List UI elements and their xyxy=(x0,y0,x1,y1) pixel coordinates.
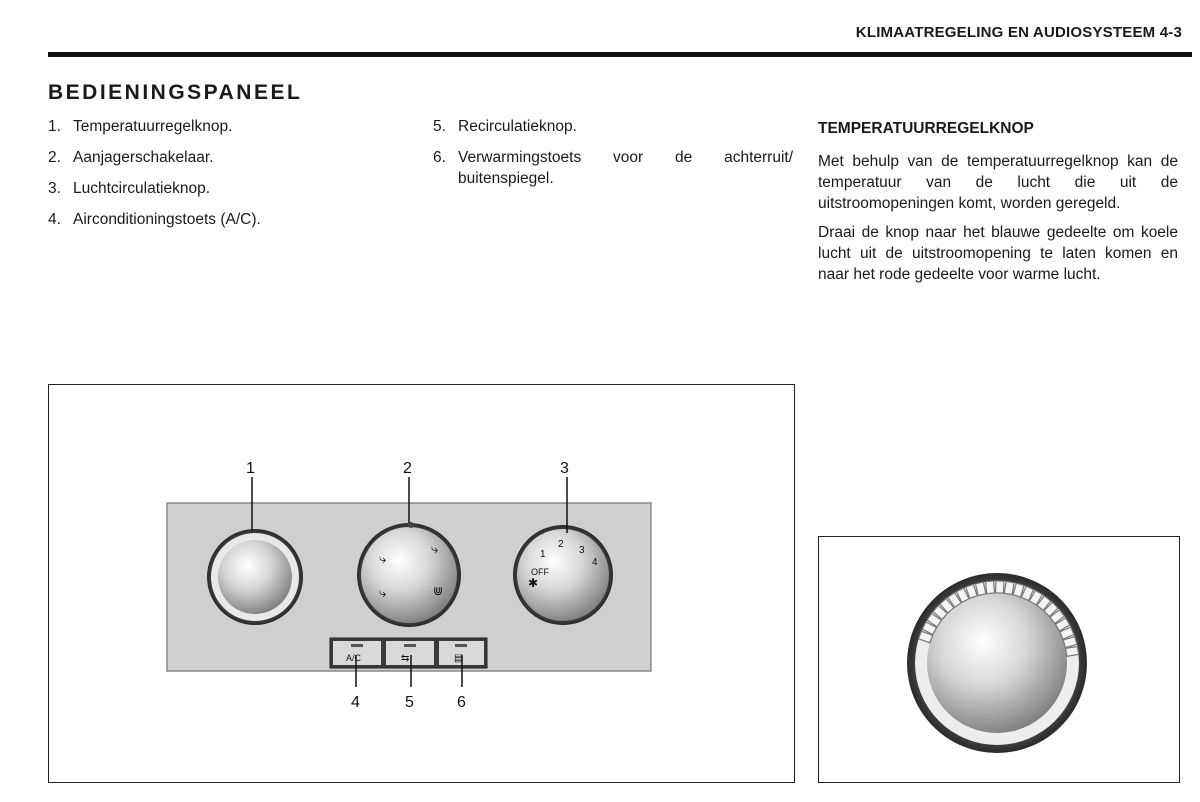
callout-5: 5 xyxy=(405,694,414,711)
callout-1: 1 xyxy=(246,460,255,477)
list-item-number: 6. xyxy=(433,149,446,166)
scale-segment xyxy=(1004,581,1014,594)
list-item xyxy=(48,147,398,168)
list-item-number: 5. xyxy=(433,118,446,135)
callout-6: 6 xyxy=(457,694,466,711)
list-item xyxy=(433,116,793,137)
component-list-left xyxy=(48,116,398,240)
ac-button-label: A/C xyxy=(346,653,362,663)
control-panel-illustration xyxy=(49,385,794,782)
list-item-number: 3. xyxy=(48,180,61,197)
recirculation-icon: ⇆ xyxy=(401,653,410,664)
list-item-text: Temperatuurregelknop. xyxy=(73,118,233,135)
fan-label-3: 3 xyxy=(579,545,585,556)
temperature-knob[interactable] xyxy=(207,529,303,625)
list-item-text: Airconditioningstoets (A/C). xyxy=(73,211,261,228)
paragraph: Met behulp van de temperatuurregelknop kan de temperatuur van de lucht die uit de uitstroomopeningen komt, worden geregeld. xyxy=(818,153,1178,212)
vent-icon: ⤷ xyxy=(379,551,387,566)
fan-label-2: 2 xyxy=(558,539,564,550)
list-item-number: 2. xyxy=(48,149,61,166)
subsection-heading: TEMPERATUURREGELKNOP xyxy=(818,120,1034,137)
fan-icon: ✱ xyxy=(528,576,539,590)
rear-defrost-icon: ▤ xyxy=(454,653,464,664)
scale-segment xyxy=(986,581,995,594)
list-item xyxy=(48,209,398,230)
list-item-number: 1. xyxy=(48,118,61,135)
callout-2: 2 xyxy=(403,460,412,477)
scale-segment xyxy=(976,582,986,595)
running-header: KLIMAATREGELING EN AUDIOSYSTEEM 4-3 xyxy=(855,24,1182,41)
floor-icon: ⤷ xyxy=(379,585,387,600)
button-row xyxy=(330,638,487,668)
temperature-knob-figure xyxy=(818,536,1180,783)
scale-segment xyxy=(1066,647,1079,657)
list-item xyxy=(433,147,793,189)
temperature-knob-illustration xyxy=(819,537,1179,782)
defrost-icon: ⤷ xyxy=(431,541,439,556)
list-item-text: Recirculatieknop. xyxy=(458,118,577,135)
component-list-middle xyxy=(433,116,793,199)
list-item xyxy=(48,178,398,199)
fan-label-1: 1 xyxy=(540,549,546,560)
windshield-icon: ⋓ xyxy=(433,584,444,598)
callout-4: 4 xyxy=(351,694,360,711)
callout-3: 3 xyxy=(560,460,569,477)
paragraph: Draai de knop naar het blauwe gedeelte om koele lucht uit de uitstroomopening te laten komen en naar het rode gedeelte voor warme lucht. xyxy=(818,224,1178,283)
control-panel-figure xyxy=(48,384,795,783)
section-title: BEDIENINGSPANEEL xyxy=(48,81,303,104)
list-item-number: 4. xyxy=(48,211,61,228)
scale-segment xyxy=(995,581,1003,593)
list-item-text: Aanjagerschakelaar. xyxy=(73,149,214,166)
header-rule xyxy=(48,52,1192,57)
fan-label-off: OFF xyxy=(531,567,549,577)
fan-speed-knob[interactable] xyxy=(513,525,613,625)
fan-label-4: 4 xyxy=(592,557,598,568)
list-item xyxy=(48,116,398,137)
temperature-knob-description xyxy=(818,116,1178,293)
list-item-text: Luchtcirculatieknop. xyxy=(73,180,210,197)
list-item-text: Verwarmingstoets voor de achterruit/ buitenspiegel. xyxy=(458,149,793,187)
